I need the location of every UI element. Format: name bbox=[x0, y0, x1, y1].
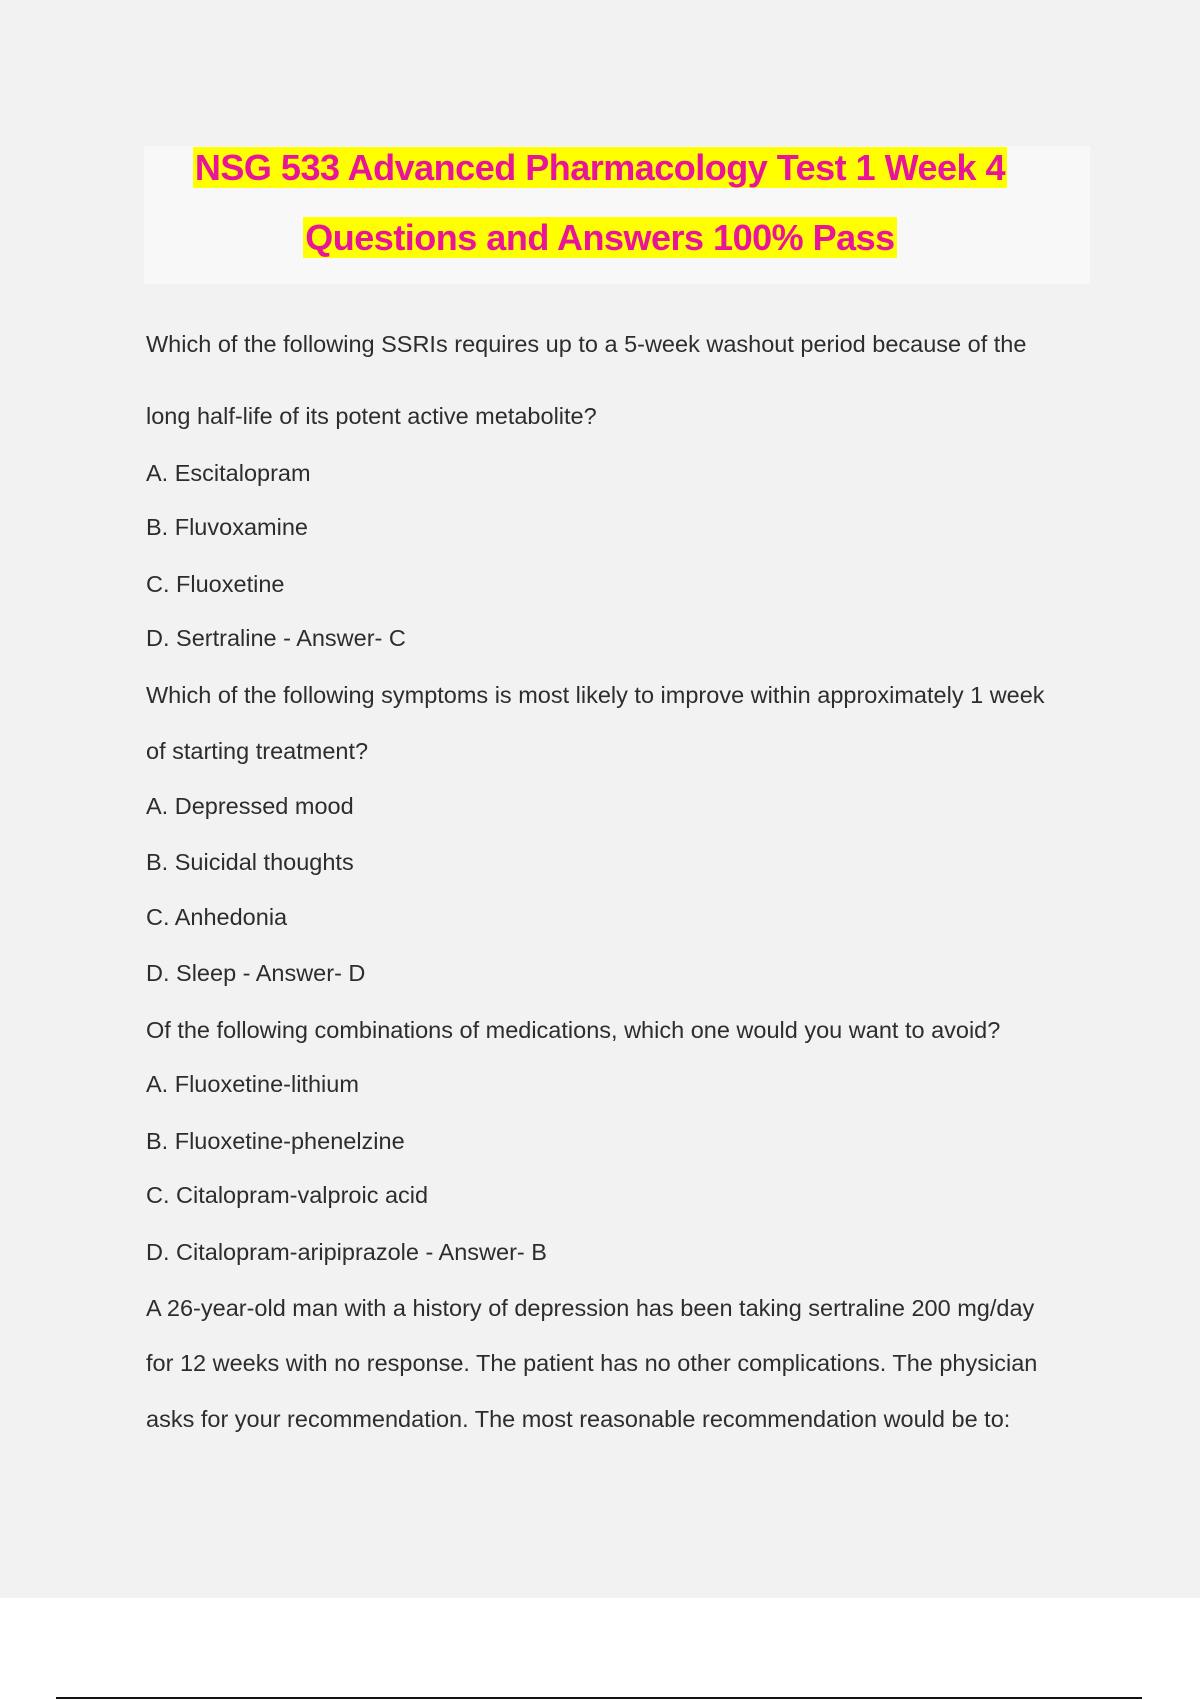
question-1-option-b: B. Fluvoxamine bbox=[146, 514, 308, 540]
question-4-text-line-2: for 12 weeks with no response. The patient has no other complications. The physician bbox=[146, 1350, 1038, 1376]
question-1-text-line-2: long half-life of its potent active metabolite? bbox=[146, 403, 597, 429]
question-2-option-c: C. Anhedonia bbox=[146, 904, 288, 930]
question-4-text-line-1: A 26-year-old man with a history of depression has been taking sertraline 200 mg/day bbox=[146, 1295, 1035, 1321]
question-2-option-d-answer: D. Sleep - Answer- D bbox=[146, 960, 366, 986]
question-3-option-d-answer: D. Citalopram-aripiprazole - Answer- B bbox=[146, 1239, 547, 1265]
title-highlight-1: NSG 533 Advanced Pharmacology Test 1 Week 4 bbox=[194, 147, 1006, 188]
question-3-option-c: C. Citalopram-valproic acid bbox=[146, 1182, 429, 1208]
footer-divider bbox=[56, 1697, 1142, 1699]
question-2-text-line-2: of starting treatment? bbox=[146, 738, 369, 764]
question-3-option-b: B. Fluoxetine-phenelzine bbox=[146, 1128, 405, 1154]
document-title-line-2 bbox=[0, 216, 1200, 260]
question-2-option-b: B. Suicidal thoughts bbox=[146, 849, 354, 875]
question-2-text-line-1: Which of the following symptoms is most likely to improve within approximately 1 week bbox=[146, 682, 1045, 708]
document-title-line-1 bbox=[0, 146, 1200, 190]
question-1-option-a: A. Escitalopram bbox=[146, 460, 311, 486]
question-3-text: Of the following combinations of medications, which one would you want to avoid? bbox=[146, 1017, 1001, 1043]
title-highlight-2: Questions and Answers 100% Pass bbox=[305, 217, 895, 258]
question-1-option-c: C. Fluoxetine bbox=[146, 571, 285, 597]
question-1-option-d-answer: D. Sertraline - Answer- C bbox=[146, 625, 406, 651]
question-2-option-a: A. Depressed mood bbox=[146, 793, 354, 819]
question-4-text-line-3: asks for your recommendation. The most reasonable recommendation would be to: bbox=[146, 1406, 1011, 1432]
question-3-option-a: A. Fluoxetine-lithium bbox=[146, 1071, 359, 1097]
question-1-text-line-1: Which of the following SSRIs requires up to a 5-week washout period because of the bbox=[146, 331, 1027, 357]
